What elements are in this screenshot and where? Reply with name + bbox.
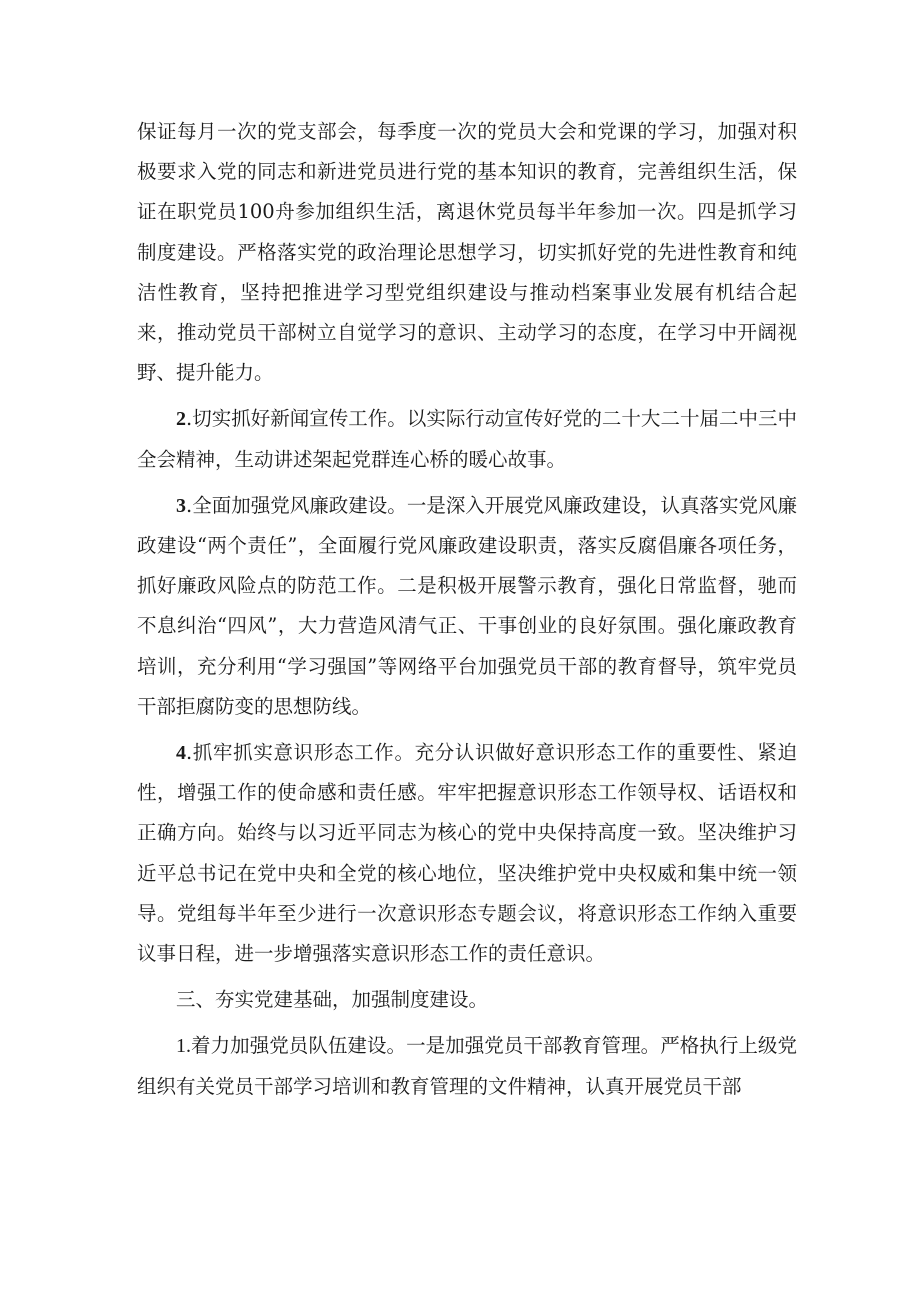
item-number: 4 bbox=[176, 742, 186, 765]
paragraph-text: .切实抓好新闻宣传工作。以实际行动宣传好党的二十大二十届二中三中全会精神，生动讲述架起党群连心桥的暖心故事。 bbox=[137, 407, 797, 471]
paragraph-team-building bbox=[137, 1026, 797, 1106]
item-number: 1. bbox=[176, 1035, 191, 1058]
paragraph-news-publicity bbox=[137, 399, 797, 479]
paragraph-text: 着力加强党员队伍建设。一是加强党员干部教育管理。严格执行上级党组织有关党员干部学习培训和教育管理的文件精神，认真开展党员干部 bbox=[137, 1034, 797, 1098]
paragraph-text: .全面加强党风廉政建设。一是深入开展党风廉政建设，认真落实党风廉政建设“两个责任”，全面履行党风廉政建设职责，落实反腐倡廉各项任务，抓好廉政风险点的防范工作。二是积极开展警示教育，强化日常监督，驰而不息纠治“四风”，大力营造风清气正、干事创业的良好氛围。强化廉政教育培训，充分利用“学习强国”等网络平台加强党员干部的教育督导，筑牢党员干部拒腐防变的思想防线。 bbox=[137, 493, 797, 718]
item-number: 3 bbox=[176, 494, 186, 517]
paragraph-study-system: 保证每月一次的党支部会，每季度一次的党员大会和党课的学习，加强对积极要求入党的同志和新进党员进行党的基本知识的教育，完善组织生活，保证在职党员100舟参加组织生活，离退休党员每半年参加一次。四是抓学习制度建设。严格落实党的政治理论思想学习，切实抓好党的先进性教育和纯洁性教育，坚持把推进学习型党组织建设与推动档案事业发展有机结合起来，推动党员干部树立自觉学习的意识、主动学习的态度，在学习中开阔视野、提升能力。 bbox=[137, 120, 797, 385]
paragraph-text: .抓牢抓实意识形态工作。充分认识做好意识形态工作的重要性、紧迫性，增强工作的使命感和责任感。牢牢把握意识形态工作领导权、话语权和正确方向。始终与以习近平同志为核心的党中央保持高度一致。坚决维护习近平总书记在党中央和全党的核心地位，坚决维护党中央权威和集中统一领导。党组每半年至少进行一次意识形态专题会议，将意识形态工作纳入重要议事日程，进一步增强落实意识形态工作的责任意识。 bbox=[137, 741, 797, 966]
section-heading: 三、夯实党建基础，加强制度建设。 bbox=[176, 988, 489, 1012]
paragraph-ideology-work bbox=[137, 733, 797, 974]
paragraph-party-conduct bbox=[137, 486, 797, 727]
document-page bbox=[137, 112, 797, 1107]
item-number: 2 bbox=[176, 408, 186, 431]
